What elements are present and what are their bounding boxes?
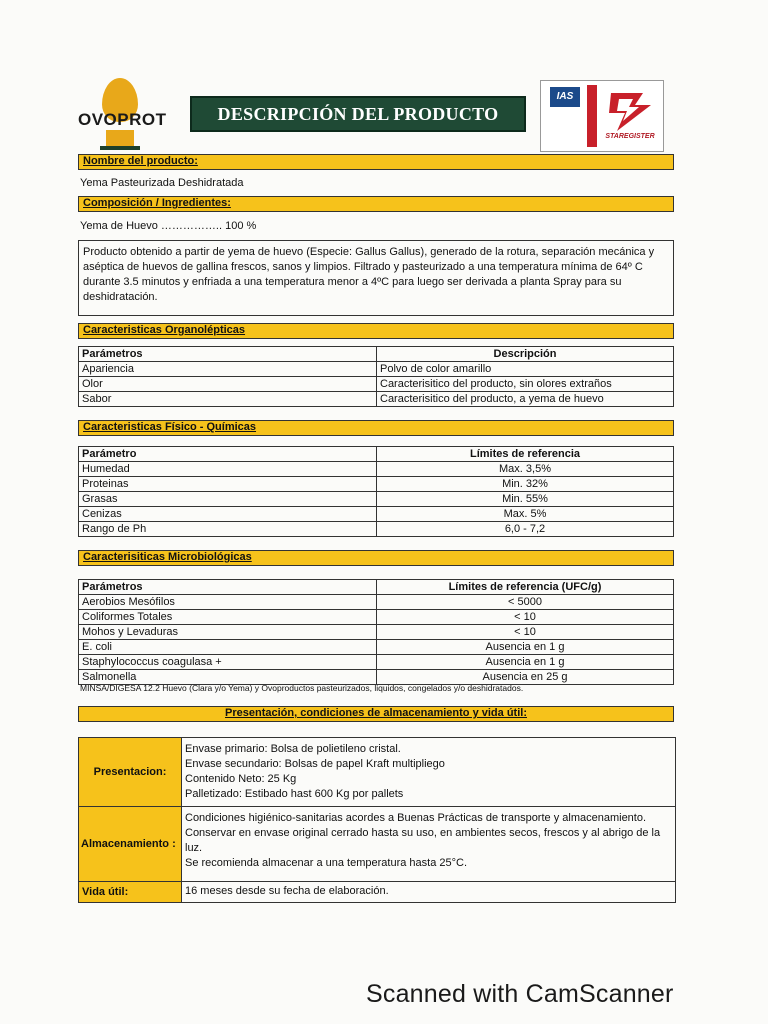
param-cell: Coliformes Totales xyxy=(79,610,377,625)
param-cell: Humedad xyxy=(79,462,377,477)
document-title: DESCRIPCIÓN DEL PRODUCTO xyxy=(190,96,526,132)
almacenamiento-row xyxy=(79,807,676,882)
product-name-value: Yema Pasteurizada Deshidratada xyxy=(80,177,244,189)
almacenamiento-content xyxy=(182,807,676,882)
value-cell: Min. 55% xyxy=(377,492,674,507)
logo-text: OVOPROT xyxy=(78,110,167,129)
col-header: Parámetro xyxy=(79,447,377,462)
certification-badge xyxy=(540,80,664,152)
ias-mark: IAS xyxy=(550,87,580,107)
value-cell: < 10 xyxy=(377,625,674,640)
table-row xyxy=(79,610,674,625)
param-cell: Mohos y Levaduras xyxy=(79,625,377,640)
section-organoleptic: Caracteristicas Organolépticas xyxy=(78,323,674,339)
table-row xyxy=(79,477,674,492)
col-header: Parámetros xyxy=(79,580,377,595)
param-cell: E. coli xyxy=(79,640,377,655)
vida-util-row xyxy=(79,882,676,903)
table-row xyxy=(79,377,674,392)
value-cell: Caracterisitico del producto, a yema de huevo xyxy=(377,392,674,407)
presentacion-line: Envase primario: Bolsa de polietileno cristal. xyxy=(185,743,401,755)
section-microbiological: Caracterisiticas Microbiológicas xyxy=(78,550,674,566)
section-composition: Composición / Ingredientes: xyxy=(78,196,674,212)
value-cell: < 10 xyxy=(377,610,674,625)
table-row xyxy=(79,492,674,507)
param-cell: Apariencia xyxy=(79,362,377,377)
table-row xyxy=(79,362,674,377)
table-row xyxy=(79,640,674,655)
presentacion-line: Contenido Neto: 25 Kg xyxy=(185,773,297,785)
value-cell: Ausencia en 25 g xyxy=(377,670,674,685)
param-cell: Cenizas xyxy=(79,507,377,522)
presentacion-line: Palletizado: Estibado hast 600 Kg por pallets xyxy=(185,788,404,800)
param-cell: Rango de Ph xyxy=(79,522,377,537)
almacenamiento-line: Se recomienda almacenar a una temperatura hasta 25°C. xyxy=(185,857,468,869)
table-row xyxy=(79,462,674,477)
col-header: Límites de referencia (UFC/g) xyxy=(377,580,674,595)
presentacion-row xyxy=(79,738,676,807)
camscanner-watermark: Scanned with CamScanner xyxy=(366,980,674,1008)
product-description: Producto obtenido a partir de yema de huevo (Especie: Gallus Gallus), generado de la rotura, separación mecánica y aséptica de huevos de gallina frescos, sanos y limpios. Filtrado y pasteurizado a una temperatura mínima de 64º C durante 3.5 minutos y enfriada a una temperatura menor a 4ºC para luego ser derivada a planta Spray para su deshidratación. xyxy=(78,240,674,316)
value-cell: Caracterisitico del producto, sin olores extraños xyxy=(377,377,674,392)
value-cell: Min. 32% xyxy=(377,477,674,492)
section-physicochemical: Caracteristicas Físico - Químicas xyxy=(78,420,674,436)
value-cell: < 5000 xyxy=(377,595,674,610)
param-cell: Sabor xyxy=(79,392,377,407)
star-icon xyxy=(603,89,655,133)
table-header-row xyxy=(79,447,674,462)
cert-red-bar xyxy=(587,85,597,147)
col-header: Parámetros xyxy=(79,347,377,362)
composition-value: Yema de Huevo …………….. 100 % xyxy=(80,220,257,232)
microbiological-table xyxy=(78,579,674,685)
logo-base xyxy=(100,146,140,150)
presentacion-line: Envase secundario: Bolsas de papel Kraft multipliego xyxy=(185,758,445,770)
organoleptic-table xyxy=(78,346,674,407)
presentation-table xyxy=(78,737,676,903)
ovoprot-logo xyxy=(78,78,167,152)
almacenamiento-label: Almacenamiento : xyxy=(79,807,182,882)
param-cell: Grasas xyxy=(79,492,377,507)
section-presentation: Presentación, condiciones de almacenamiento y vida útil: xyxy=(78,706,674,722)
physicochemical-table xyxy=(78,446,674,537)
presentacion-content xyxy=(182,738,676,807)
value-cell: Ausencia en 1 g xyxy=(377,640,674,655)
table-row xyxy=(79,392,674,407)
table-row xyxy=(79,655,674,670)
value-cell: Ausencia en 1 g xyxy=(377,655,674,670)
value-cell: Max. 5% xyxy=(377,507,674,522)
param-cell: Staphylococcus coagulasa + xyxy=(79,655,377,670)
cert-name: STAREGISTER xyxy=(605,133,655,140)
presentacion-label: Presentacion: xyxy=(79,738,182,807)
vida-util-value: 16 meses desde su fecha de elaboración. xyxy=(182,882,676,903)
col-header: Límites de referencia xyxy=(377,447,674,462)
table-header-row xyxy=(79,347,674,362)
value-cell: Max. 3,5% xyxy=(377,462,674,477)
value-cell: Polvo de color amarillo xyxy=(377,362,674,377)
almacenamiento-line: Conservar en envase original cerrado hasta su uso, en ambientes secos, frescos y al abrigo de la luz. xyxy=(185,827,661,854)
col-header: Descripción xyxy=(377,347,674,362)
value-cell: 6,0 - 7,2 xyxy=(377,522,674,537)
section-product-name: Nombre del producto: xyxy=(78,154,674,170)
ias-accreditation xyxy=(547,87,583,145)
vida-util-label: Vida útil: xyxy=(79,882,182,903)
table-row xyxy=(79,507,674,522)
table-row xyxy=(79,595,674,610)
regulation-note: MINSA/DIGESA 12.2 Huevo (Clara y/o Yema) y Ovoproductos pasteurizados, liquidos, congelados y/o deshidratados. xyxy=(80,683,524,693)
param-cell: Proteinas xyxy=(79,477,377,492)
logo-pedestal xyxy=(106,130,134,146)
table-header-row xyxy=(79,580,674,595)
param-cell: Olor xyxy=(79,377,377,392)
table-row xyxy=(79,522,674,537)
param-cell: Salmonella xyxy=(79,670,377,685)
param-cell: Aerobios Mesófilos xyxy=(79,595,377,610)
almacenamiento-line: Condiciones higiénico-sanitarias acordes a Buenas Prácticas de transporte y almacenamiento. xyxy=(185,812,647,824)
table-row xyxy=(79,625,674,640)
